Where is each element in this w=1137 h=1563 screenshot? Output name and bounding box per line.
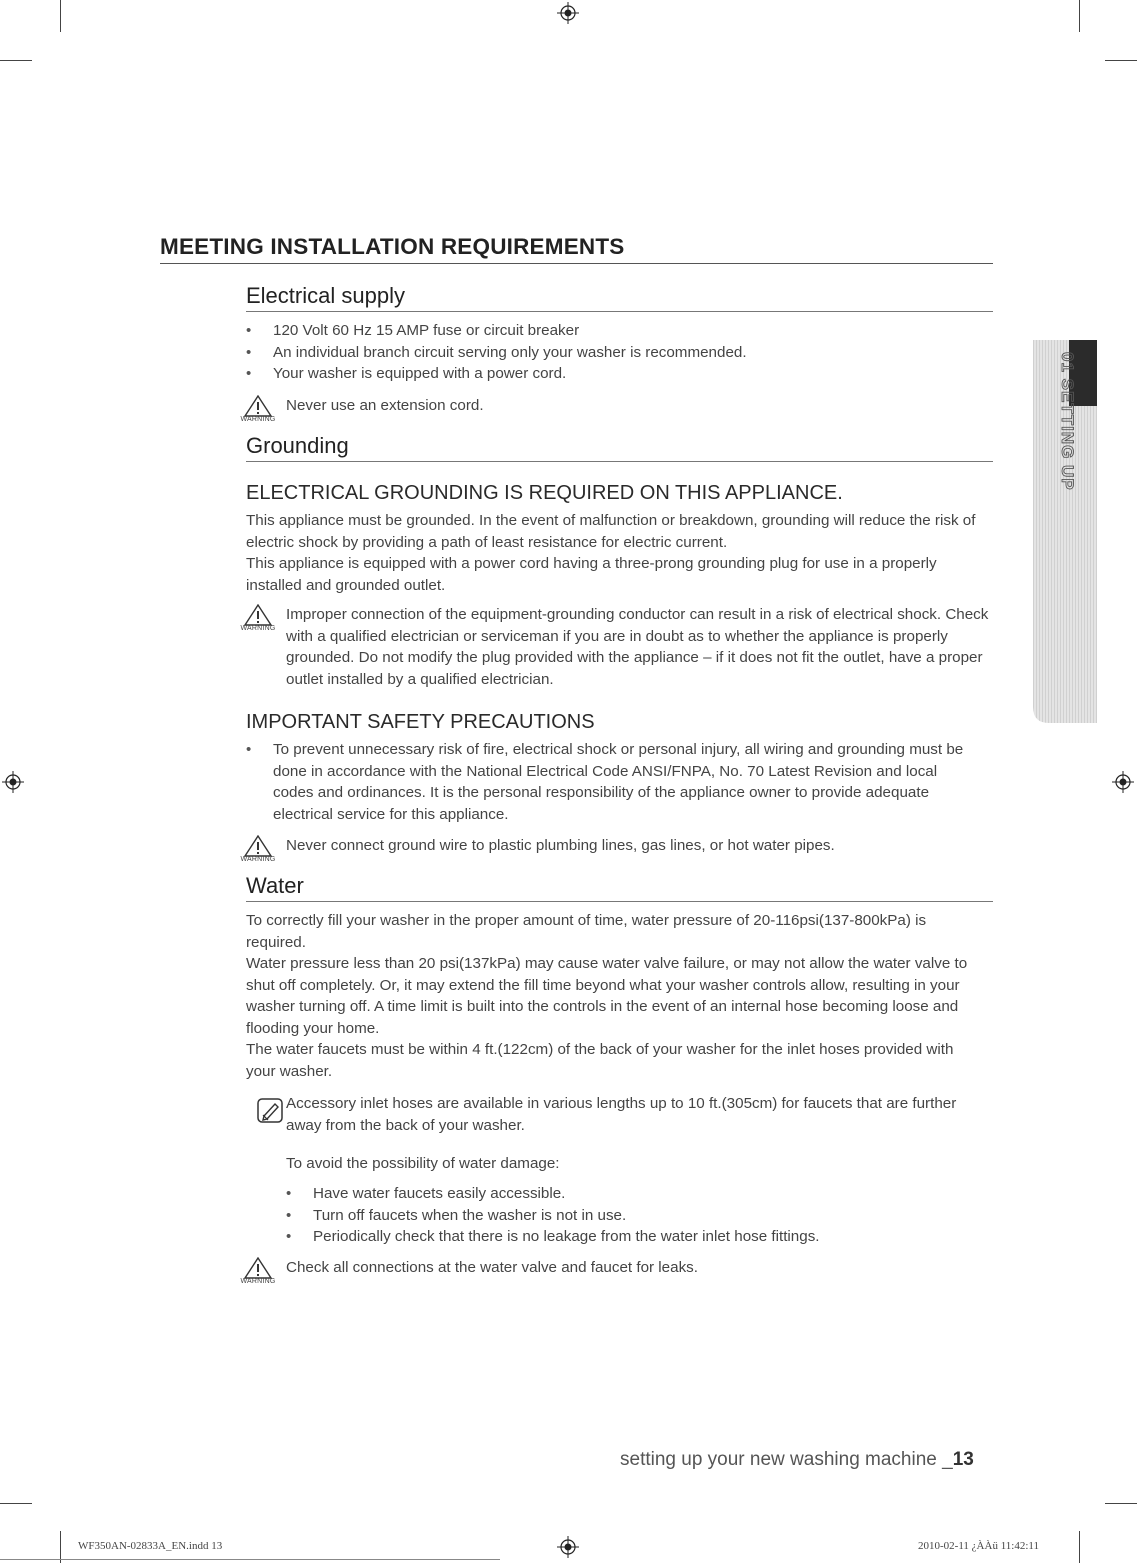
warning-text: Never use an extension cord.	[286, 397, 484, 414]
date-slug: 2010-02-11 ¿ÀÀü 11:42:11	[918, 1540, 1039, 1552]
list-item: • Have water faucets easily accessible.	[286, 1183, 986, 1205]
registration-mark-icon	[1112, 771, 1134, 793]
list-item: • Your washer is equipped with a power cord.	[246, 363, 996, 385]
grounding-text	[246, 510, 996, 596]
warning-block	[232, 604, 992, 694]
warning-label: WARNING	[240, 625, 276, 632]
crop-mark	[0, 60, 32, 61]
safety-heading: IMPORTANT SAFETY PRECAUTIONS	[246, 711, 595, 733]
registration-mark-icon	[557, 2, 579, 24]
crop-mark	[0, 1503, 32, 1504]
electrical-supply-heading: Electrical supply	[246, 283, 405, 308]
section-rule	[246, 901, 993, 902]
note-text: Accessory inlet hoses are available in various lengths up to 10 ft.(305cm) for faucets that are further away from the back of your washer.	[286, 1095, 957, 1134]
crop-mark	[1105, 1503, 1137, 1504]
warning-block	[232, 1257, 992, 1289]
crop-mark	[1079, 1531, 1080, 1563]
paragraph: This appliance is equipped with a power cord having a three-prong grounding plug for use in a properly installed and grounded outlet.	[246, 555, 937, 594]
page-title: MEETING INSTALLATION REQUIREMENTS	[160, 234, 625, 259]
registration-mark-icon	[2, 771, 24, 793]
warning-icon	[232, 395, 284, 423]
title-rule	[160, 263, 993, 264]
slug-rule	[0, 1559, 500, 1560]
footer-text: setting up your new washing machine _	[620, 1449, 953, 1470]
page-footer	[620, 1449, 974, 1471]
grounding-heading: Grounding	[246, 433, 349, 458]
registration-mark-icon	[557, 1536, 579, 1558]
warning-label: WARNING	[240, 856, 276, 863]
crop-mark	[60, 0, 61, 32]
list-item: • 120 Volt 60 Hz 15 AMP fuse or circuit breaker	[246, 320, 996, 342]
avoid-intro: To avoid the possibility of water damage:	[286, 1155, 560, 1172]
safety-list	[246, 739, 968, 825]
warning-label: WARNING	[240, 416, 276, 423]
chapter-side-tab	[1033, 340, 1097, 723]
warning-icon	[232, 835, 284, 863]
section-rule	[246, 311, 993, 312]
crop-mark	[1105, 60, 1137, 61]
file-slug: WF350AN-02833A_EN.indd 13	[78, 1540, 223, 1552]
warning-text: Check all connections at the water valve and faucet for leaks.	[286, 1259, 698, 1276]
electrical-supply-list	[246, 320, 996, 385]
avoid-list	[286, 1183, 986, 1248]
list-item: • An individual branch circuit serving only your washer is recommended.	[246, 342, 996, 364]
warning-block	[232, 395, 992, 427]
grounding-subheading: ELECTRICAL GROUNDING IS REQUIRED ON THIS APPLIANCE.	[246, 482, 843, 504]
paragraph: Water pressure less than 20 psi(137kPa) may cause water valve failure, or may not allow the water valve to shut off completely. Or, it may extend the fill time beyond what your washer controls allow, resulting in your washer turning off. A time limit is built into the controls in the event of an internal hose becoming loose and flooding your home.	[246, 955, 968, 1037]
warning-icon	[232, 604, 284, 632]
crop-mark	[1079, 0, 1080, 32]
warning-text: Improper connection of the equipment-grounding conductor can result in a risk of electrical shock. Check with a qualified electrician or serviceman if you are in doubt as to whether the appliance is properly grounded. Do not modify the plug provided with the appliance – if it does not fit the outlet, have a proper outlet installed by a qualified electrician.	[286, 606, 989, 688]
side-tab-label: 01 SETTING UP	[1058, 352, 1077, 491]
paragraph: To correctly fill your washer in the proper amount of time, water pressure of 20-116psi(137-800kPa) is required.	[246, 912, 927, 951]
list-item: • Turn off faucets when the washer is not in use.	[286, 1205, 986, 1227]
water-heading: Water	[246, 873, 304, 898]
note-icon	[256, 1096, 284, 1124]
warning-text: Never connect ground wire to plastic plumbing lines, gas lines, or hot water pipes.	[286, 837, 835, 854]
list-item: • To prevent unnecessary risk of fire, electrical shock or personal injury, all wiring and grounding must be done in accordance with the National Electrical Code ANSI/FNPA, No. 70 Latest Revision and local codes and ordinances. It is the personal responsibility of the appliance owner to provide adequate electrical service for this appliance.	[246, 739, 968, 825]
paragraph: This appliance must be grounded. In the event of malfunction or breakdown, grounding will reduce the risk of electric shock by providing a path of least resistance for electric current.	[246, 512, 976, 551]
paragraph: The water faucets must be within 4 ft.(122cm) of the back of your washer for the inlet hoses provided with your washer.	[246, 1041, 954, 1080]
page-number: 13	[952, 1449, 974, 1470]
section-rule	[246, 461, 993, 462]
warning-block	[232, 835, 992, 867]
water-text	[246, 910, 976, 1082]
warning-label: WARNING	[240, 1278, 276, 1285]
list-item: • Periodically check that there is no leakage from the water inlet hose fittings.	[286, 1226, 986, 1248]
warning-icon	[232, 1257, 284, 1285]
